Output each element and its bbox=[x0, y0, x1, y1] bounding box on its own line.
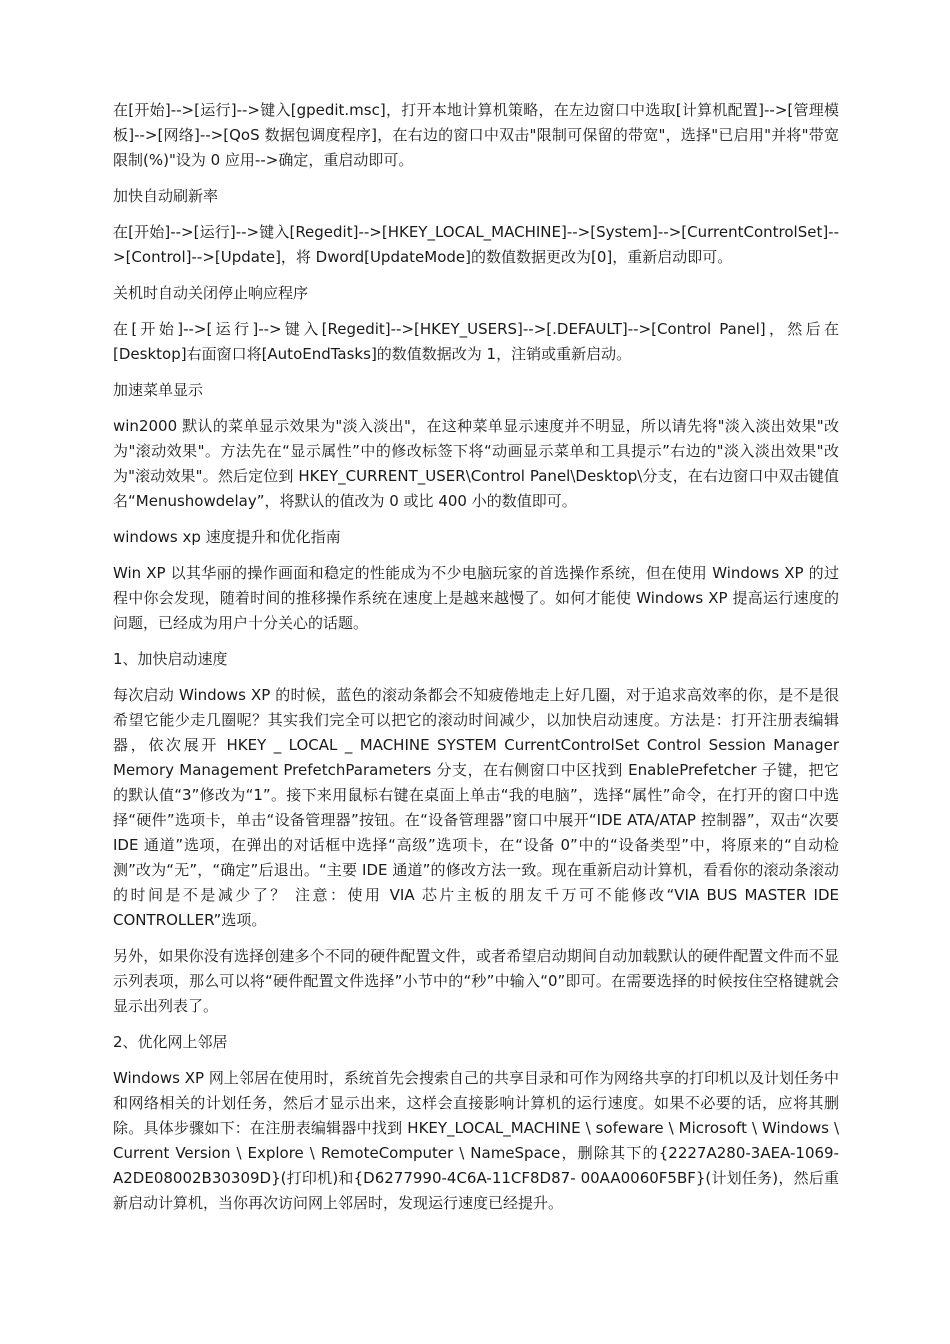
menu-speed-paragraph: win2000 默认的菜单显示效果为"淡入淡出"，在这种菜单显示速度并不明显，所以请先将"淡入淡出效果"改为"滚动效果"。方法先在“显示属性”中的修改标签下将“动画显示菜单和工具提示”右边的"淡入淡出效果"改为"滚动效果"。然后定位到 HKEY_CURRENT_USER\Control Panel\Desktop\分支，在右边窗口中双击键值名“Menushowdelay”，将默认的值改为 0 或比 400 小的数值即可。 bbox=[113, 417, 839, 510]
auto-end-tasks-paragraph: 在[开始]-->[运行]-->键入[Regedit]-->[HKEY_USERS]-->[.DEFAULT]-->[Control Panel]，然后在[Desktop]右面窗口将[AutoEndTasks]的数值数据改为 1，注销或重新启动。 bbox=[113, 320, 839, 363]
network-neighborhood-paragraph: Windows XP 网上邻居在使用时，系统首先会搜索自己的共享目录和可作为网络共享的打印机以及计划任务中和网络相关的计划任务，然后才显示出来，这样会直接影响计算机的运行速度。如果不必要的话，应将其删除。具体步骤如下：在注册表编辑器中找到 HKEY_LOCAL_MACHINE \ sofeware \ Microsoft \ Windows \ Current Version \ Explore \ RemoteComputer \ NameSpace，删除其下的{2227A280-3AEA-1069-A2DE08002B30309D}(打印机)和{D6277990-4C6A-11CF8D87- 00AA0060F5BF}(计划任务)，然后重新启动计算机，当你再次访问网上邻居时，发现运行速度已经提升。 bbox=[113, 1069, 839, 1212]
xp-guide-intro-paragraph: Win XP 以其华丽的操作画面和稳定的性能成为不少电脑玩家的首选操作系统，但在使用 Windows XP 的过程中你会发现，随着时间的推移操作系统在速度上是越来越慢了。如何才能使 Windows XP 提高运行速度的问题，已经成为用户十分关心的话题。 bbox=[113, 564, 839, 632]
auto-end-tasks-heading: 关机时自动关闭停止响应程序 bbox=[113, 284, 309, 302]
xp-guide-heading: windows xp 速度提升和优化指南 bbox=[113, 528, 341, 546]
menu-speed-heading: 加速菜单显示 bbox=[113, 381, 204, 399]
network-neighborhood-heading: 2、优化网上邻居 bbox=[113, 1033, 228, 1051]
refresh-rate-paragraph: 在[开始]-->[运行]-->键入[Regedit]-->[HKEY_LOCAL_MACHINE]-->[System]-->[CurrentControlSet]-->[Control]-->[Update]，将 Dword[UpdateMode]的数值数据更改为[0]，重新启动即可。 bbox=[113, 223, 839, 266]
startup-speed-paragraph: 每次启动 Windows XP 的时候，蓝色的滚动条都会不知疲倦地走上好几圈，对于追求高效率的你，是不是很希望它能少走几圈呢？其实我们完全可以把它的滚动时间减少，以加快启动速度。方法是：打开注册表编辑器，依次展开 HKEY _ LOCAL _ MACHINE SYSTEM CurrentControlSet Control Session Manager Memory Management PrefetchParameters 分支，在右侧窗口中区找到 EnablePrefetcher 子键，把它的默认值“3”修改为“1”。接下来用鼠标右键在桌面上单击“我的电脑”，选择“属性”命令，在打开的窗口中选择“硬件”选项卡，单击“设备管理器”按钮。在“设备管理器”窗口中展开“IDE ATA/ATAP 控制器”，双击“次要 IDE 通道”选项，在弹出的对话框中选择“高级”选项卡，在“设备 0”中的“设备类型”中，将原来的“自动检测”改为“无”，“确定”后退出。“主要 IDE 通道”的修改方法一致。现在重新启动计算机，看看你的滚动条滚动的时间是不是减少了？ 注意：使用 VIA 芯片主板的朋友千万可不能修改“VIA BUS MASTER IDE CONTROLLER”选项。 bbox=[113, 686, 839, 929]
document-body bbox=[113, 98, 839, 1227]
startup-speed-heading: 1、加快启动速度 bbox=[113, 650, 228, 668]
hardware-profile-paragraph: 另外，如果你没有选择创建多个不同的硬件配置文件，或者希望启动期间自动加载默认的硬件配置文件而不显示列表项，那么可以将“硬件配置文件选择”小节中的“秒”中输入“0”即可。在需要选择的时候按住空格键就会显示出列表了。 bbox=[113, 947, 839, 1015]
qos-bandwidth-paragraph: 在[开始]-->[运行]-->键入[gpedit.msc]，打开本地计算机策略，在左边窗口中选取[计算机配置]-->[管理模板]-->[网络]-->[QoS 数据包调度程序]，在右边的窗口中双击"限制可保留的带宽"，选择"已启用"并将"带宽限制(%)"设为 0 应用-->确定，重启动即可。 bbox=[113, 101, 839, 169]
refresh-rate-heading: 加快自动刷新率 bbox=[113, 187, 219, 205]
